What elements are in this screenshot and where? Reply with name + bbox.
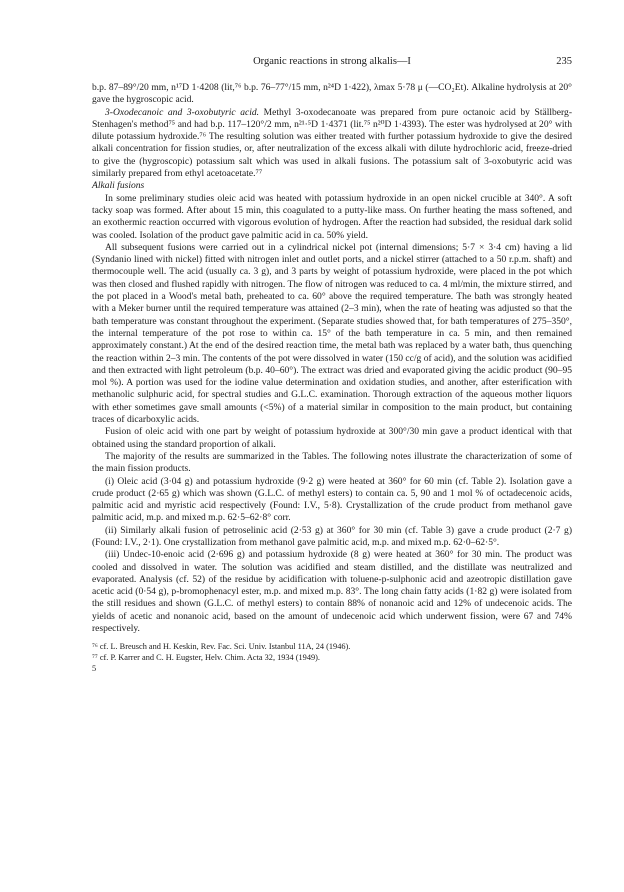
paragraph-text: Methyl 3-oxodecanoate was prepared from pure octanoic acid by Ställberg-Stenhagen's method⁷⁵ and had b.p. 117–120°/2 mm, n²¹·⁵D 1·4371 (lit.⁷⁵ n²⁰D 1·4393). The ester was hydrolysed at 20° with dilute potassium hydroxide.⁷⁶ The resulting solution was either treated with further potassium hydroxide to give the desired alkali concentration for fission studies, or, after neutralization of the excess alkali with dilute hydrochloric acid, freeze-dried to give the (hygroscopic) potassium salt which was used in alkali fusions. The potassium salt of 3-oxobutyric acid was similarly prepared from ethyl acetoacetate.⁷⁷ bbox=[92, 106, 572, 180]
paragraph: Fusion of oleic acid with one part by weight of potassium hydroxide at 300°/30 min gave a product identical with that obtained using the standard proportion of alkali. bbox=[92, 426, 572, 450]
footnotes bbox=[92, 641, 572, 663]
paragraph: (ii) Similarly alkali fusion of petroselinic acid (2·53 g) at 360° for 30 min (cf. Table 3) gave a crude product (2·7 g) (Found: I.V., 2·1). One crystallization from methanol gave palmitic acid, m.p. and mixed m.p. 62·0–62·5°. bbox=[92, 524, 572, 548]
paragraph: The majority of the results are summarized in the Tables. The following notes illustrate the characterization of some of the main fission products. bbox=[92, 450, 572, 475]
running-title: Organic reactions in strong alkalis—I bbox=[253, 56, 411, 67]
section-heading: Alkali fusions bbox=[92, 180, 145, 192]
article-body bbox=[92, 82, 572, 676]
signature-mark: 5 bbox=[92, 664, 97, 674]
paragraph: In some preliminary studies oleic acid was heated with potassium hydroxide in an open nickel crucible at 340°. A soft tacky soap was formed. After about 15 min, this coagulated to a putty-like mass. On further heating the mass softened, and an exothermic reaction occurred with vigorous evolution of hydrogen. After the reaction had subsided, the residual dark solid was cooled. Isolation of the product gave palmitic acid in ca. 50% yield. bbox=[92, 192, 572, 241]
footnote: ⁷⁶ cf. L. Breusch and H. Keskin, Rev. Fac. Sci. Univ. Istanbul 11A, 24 (1946). bbox=[92, 642, 351, 652]
paragraph: b.p. 87–89°/20 mm, n¹⁷D 1·4208 (lit,⁷⁶ b.p. 76–77°/15 mm, n²⁴D 1·422), λmax 5·78 μ (—CO₂Et). Alkaline hydrolysis at 20° gave the hygroscopic acid. bbox=[92, 82, 572, 106]
paragraph: All subsequent fusions were carried out in a cylindrical nickel pot (internal dimensions; 5·7 × 3·4 cm) having a lid (Syndanio lined with nickel) fitted with nitrogen inlet and outlet ports, and a nickel stirrer (attached to a 50 r.p.m. shaft) and thermocouple well. The acid (usually ca. 3 g), and 3 parts by weight of potassium hydroxide, were placed in the pot which was then closed and flushed rapidly with nitrogen. The flow of nitrogen was reduced to ca. 4 ml/min, the mixture stirred, and the pot placed in a Wood's metal bath, preheated to ca. 60° above the required temperature. The bath was strongly heated with a Meker burner until the required temperature was attained (2–3 min), when the rate of heating was adjusted so that the bath temperature was constant throughout the experiment. (Separate studies showed that, for bath temperatures of 275–350°, the internal temperature of the pot rose to within ca. 15° of the bath temperature in ca. 5 min, and then remained approximately constant.) At the end of the desired reaction time, the metal bath was replaced by a water bath, thus quenching the reaction within 2–3 min. The contents of the pot were dissolved in water (150 cc/g of acid), and the solution was acidified and then extracted with light petroleum (b.p. 40–60°). The extract was dried and evaporated giving the acidic product (90–95 mol %). A portion was used for the iodine value determination and oxidation studies, and another, after esterification with methanolic sulphuric acid, for spectral studies and G.L.C. examination. Thorough extraction of the aqueous mother liquors with ether sometimes gave small amounts (<5%) of a material similar in composition to the main product, but containing traces of dicarboxylic acids. bbox=[92, 241, 572, 426]
page-number: 235 bbox=[556, 56, 572, 67]
paragraph: (iii) Undec-10-enoic acid (2·696 g) and potassium hydroxide (8 g) were heated at 360° for 30 min. The product was cooled and dissolved in water. The solution was acidified and steam distilled, and the distillate was neutralized and evaporated. Analysis (cf. 52) of the residue by acidification with toluene-p-sulphonic acid and azeotropic distillation gave acetic acid (0·54 g), p-bromophenacyl ester, m.p. and mixed m.p. 83°. The long chain fatty acids (1·82 g) were isolated from the still residues and shown (G.L.C. of methyl esters) to contain 88% of nonanoic acid and 12% of undecenoic acids. The yields of acetic and nonanoic acid, based on the amount of undecenoic acid which underwent fission, were 67 and 74% respectively. bbox=[92, 549, 572, 635]
paragraph bbox=[92, 107, 572, 181]
paragraph-lead: 3-Oxodecanoic and 3-oxobutyric acid. bbox=[105, 106, 260, 118]
footnote: ⁷⁷ cf. P. Karrer and C. H. Eugster, Helv. Chim. Acta 32, 1934 (1949). bbox=[92, 653, 320, 663]
running-header bbox=[92, 56, 572, 70]
paragraph: (i) Oleic acid (3·04 g) and potassium hydroxide (9·2 g) were heated at 360° for 60 min (cf. Table 2). Isolation gave a crude product (2·65 g) which was shown (G.L.C. of methyl esters) to contain ca. 5, 90 and 1 mol % of octadecenoic acids, palmitic acid and myristic acid respectively (Found: I.V., 5·8). Crystallization of the crude product from methanol gave palmitic acid, m.p. and mixed m.p. 62·5–62·8° corr. bbox=[92, 475, 572, 524]
